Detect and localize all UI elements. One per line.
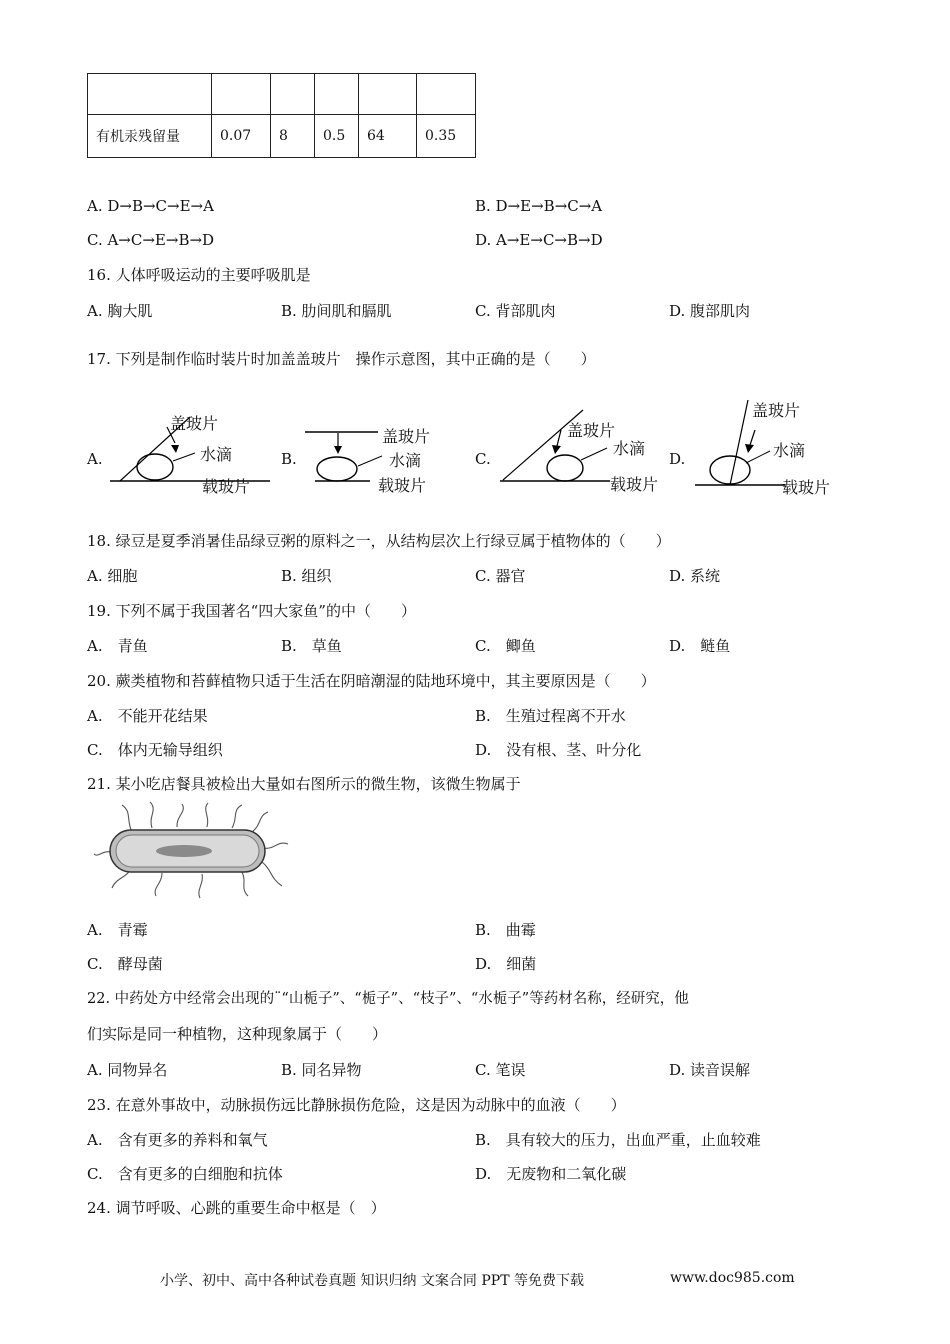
water-drop (137, 454, 173, 480)
q18-text: 18. 绿豆是夏季消暑佳品绿豆粥的原料之一，从结构层次上行绿豆属于植物体的（ ） (87, 532, 671, 550)
pointer-line (173, 453, 195, 461)
flagellum (264, 843, 288, 848)
q16-option-c: C. 背部肌肉 (475, 302, 556, 320)
table-cell (315, 74, 359, 115)
q15-option-c: C. A→C→E→B→D (87, 231, 215, 249)
q17-text: 17. 下列是制作临时装片时加盖盖玻片 操作示意图，其中正确的是（ ） (87, 350, 596, 368)
table-cell (417, 74, 476, 115)
water-drop (710, 456, 750, 484)
q17-letter-d: D. (669, 450, 686, 468)
table-cell (88, 74, 212, 115)
q20-option-b: B. 生殖过程离不开水 (475, 707, 626, 725)
q16-text: 16. 人体呼吸运动的主要呼吸肌是 (87, 266, 311, 284)
flagellum (252, 812, 268, 832)
q19-option-d: D. 鲢鱼 (669, 637, 731, 655)
q16-option-b: B. 肋间肌和膈肌 (281, 302, 392, 320)
q18-option-a: A. 细胞 (87, 567, 138, 585)
q20-option-c: C. 体内无输导组织 (87, 741, 223, 759)
q23-option-a: A. 含有更多的养料和氧气 (87, 1131, 268, 1149)
q23-text: 23. 在意外事故中，动脉损伤远比静脉损伤危险，这是因为动脉中的血液（ ） (87, 1096, 626, 1114)
footer-url[interactable]: www.doc985.com (670, 1270, 795, 1286)
q23-option-c: C. 含有更多的白细胞和抗体 (87, 1165, 283, 1183)
q22-text-line1: 22. 中药处方中经常会出现的¨“山栀子”、“栀子”、“枝子”、“水栀子”等药材名称，经研究，他 (87, 991, 689, 1007)
q16-option-a: A. 胸大肌 (87, 302, 153, 320)
label-water-drop: 水滴 (613, 439, 646, 458)
q17-letter-c: C. (475, 450, 491, 468)
arrow-head (334, 446, 342, 454)
q15-option-d: D. A→E→C→B→D (475, 231, 603, 249)
residue-table (87, 73, 476, 158)
arrow-line (750, 430, 755, 445)
q21-option-b: B. 曲霉 (475, 921, 536, 939)
q21-option-c: C. 酵母菌 (87, 955, 163, 973)
water-drop (317, 457, 357, 481)
table-row-label: 有机汞残留量 (88, 115, 212, 158)
footer-text: 小学、初中、高中各种试卷真题 知识归纳 文案合同 PPT 等免费下载 (160, 1273, 584, 1289)
q18-option-c: C. 器官 (475, 567, 526, 585)
q18-option-b: B. 组织 (281, 567, 332, 585)
arrow-head (745, 444, 754, 453)
table-row (88, 115, 476, 158)
q22-option-b: B. 同名异物 (281, 1061, 362, 1079)
q23-option-d: D. 无废物和二氧化碳 (475, 1165, 627, 1183)
label-water-drop: 水滴 (773, 441, 806, 460)
q17-letter-a: A. (87, 450, 103, 468)
q21-text: 21. 某小吃店餐具被检出大量如右图所示的微生物，该微生物属于 (87, 775, 521, 793)
flagellum (262, 862, 282, 886)
table-cell: 8 (271, 115, 315, 158)
q17-diagram-c (495, 400, 615, 490)
flagellum (155, 873, 162, 896)
label-water-drop: 水滴 (200, 445, 233, 464)
table-row (88, 74, 476, 115)
water-drop (547, 455, 583, 481)
table-cell (212, 74, 271, 115)
pointer-line (358, 456, 382, 466)
q20-option-d: D. 没有根、茎、叶分化 (475, 741, 642, 759)
flagellum (199, 874, 202, 898)
q16-option-d: D. 腹部肌肉 (669, 302, 751, 320)
table-cell: 64 (359, 115, 417, 158)
label-cover-slip: 盖玻片 (567, 421, 616, 440)
q24-text: 24. 调节呼吸、心跳的重要生命中枢是（ ） (87, 1199, 386, 1217)
label-slide: 载玻片 (782, 478, 831, 497)
flagellum (232, 805, 242, 828)
q19-option-a: A. 青鱼 (87, 637, 148, 655)
q20-option-a: A. 不能开花结果 (87, 707, 208, 725)
q17-letter-b: B. (281, 450, 297, 468)
q15-option-a: A. D→B→C→E→A (87, 197, 214, 215)
table-cell: 0.07 (212, 115, 271, 158)
q21-option-a: A. 青霉 (87, 921, 148, 939)
q23-option-b: B. 具有较大的压力，出血严重，止血较难 (475, 1131, 761, 1149)
q20-text: 20. 蕨类植物和苔藓植物只适于生活在阴暗潮湿的陆地环境中，其主要原因是（ ） (87, 672, 656, 690)
q15-option-b: B. D→E→B→C→A (475, 197, 603, 215)
pointer-line (581, 448, 607, 460)
q22-option-c: C. 笔误 (475, 1061, 526, 1079)
flagellum (242, 872, 248, 896)
table-cell (271, 74, 315, 115)
flagellum (122, 805, 132, 832)
cover-slip-line (730, 400, 748, 485)
label-slide: 载玻片 (610, 475, 659, 494)
flagellum (206, 803, 208, 827)
flagellum (177, 804, 183, 827)
label-cover-slip: 盖玻片 (752, 401, 801, 420)
nucleoid (156, 845, 212, 857)
q21-option-d: D. 细菌 (475, 955, 537, 973)
q18-option-d: D. 系统 (669, 567, 721, 585)
q22-option-d: D. 读音误解 (669, 1061, 751, 1079)
label-water-drop: 水滴 (389, 451, 422, 470)
pointer-line (746, 451, 770, 463)
q22-text-line2: 们实际是同一种植物，这种现象属于（ ） (87, 1025, 388, 1043)
label-slide: 载玻片 (378, 476, 427, 495)
q19-option-c: C. 鲫鱼 (475, 637, 536, 655)
label-cover-slip: 盖玻片 (170, 414, 219, 433)
table-cell (359, 74, 417, 115)
arrow-head (552, 445, 561, 454)
q19-option-b: B. 草鱼 (281, 637, 342, 655)
q22-option-a: A. 同物异名 (87, 1061, 168, 1079)
flagellum (150, 802, 153, 828)
table-cell: 0.5 (315, 115, 359, 158)
q19-text: 19. 下列不属于我国著名“四大家鱼”的中（ ） (87, 602, 416, 620)
bacterium-image (92, 800, 292, 900)
label-cover-slip: 盖玻片 (382, 427, 431, 446)
label-slide: 载玻片 (202, 477, 251, 496)
table-cell: 0.35 (417, 115, 476, 158)
arrow-head (171, 445, 179, 453)
